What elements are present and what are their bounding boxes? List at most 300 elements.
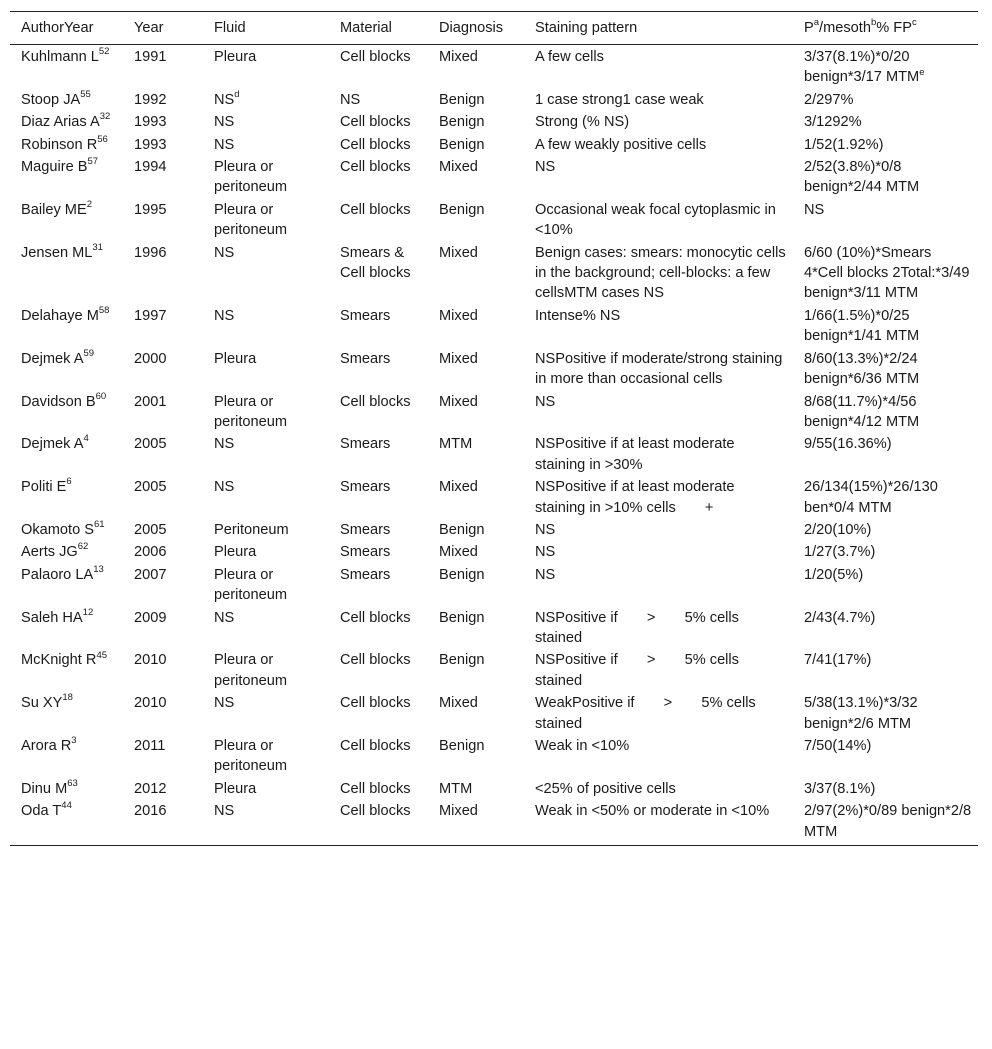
material-value: Smears [340,521,391,538]
cell-staining-pattern [524,155,793,198]
reference-number: 31 [92,241,103,253]
cell-diagnosis [428,304,524,347]
staining-value: Weak in <50% or moderate in <10% [535,803,770,820]
author-name: Su XY [21,695,63,712]
material-value: Smears [340,350,391,367]
cell-fluid [203,110,329,132]
cell-diagnosis [428,691,524,734]
staining-value: NS [535,544,556,561]
fluid-value: Pleura or peritoneum [214,738,288,775]
cell-author [10,241,123,304]
fluid-value: NS [214,695,235,712]
cell-diagnosis [428,518,524,540]
staining-value: WeakPositive if > 5% cells stained [535,695,756,732]
author-name: McKnight R [21,652,97,669]
cell-result [793,390,978,433]
reference-number: 12 [82,606,94,618]
author-name: Palaoro LA [21,566,94,583]
author-name: Kuhlmann L [21,49,99,65]
year-value: 2012 [134,780,167,797]
cell-year [123,88,203,110]
cell-diagnosis [428,734,524,777]
cell-fluid [203,347,329,390]
header-positive-mesoth-fp: $P^a/mesoth^b\%$ $FP^c$ [793,12,978,45]
table-row [10,432,978,475]
cell-year [123,691,203,734]
cell-result [793,799,978,845]
cell-material [329,347,428,390]
cell-author [10,45,123,88]
cell-material [329,648,428,691]
table-row [10,606,978,649]
result-value: 7/50(14%) [804,738,872,754]
staining-value: A few cells [535,49,604,65]
material-value: Cell blocks [340,803,411,820]
cell-material [329,799,428,845]
result-value: 3/37(8.1%) [804,780,876,797]
cell-material [329,432,428,475]
cell-material [329,777,428,799]
cell-staining-pattern [524,110,793,132]
cell-staining-pattern [524,304,793,347]
table-header [10,12,978,45]
author-name: Davidson B [21,393,96,410]
header-diagnosis: Diagnosis [428,12,524,45]
cell-fluid [203,734,329,777]
cell-author [10,799,123,845]
author-name: Diaz Arias A [21,114,100,131]
author-name: Dinu M [21,780,68,797]
table-row [10,45,978,88]
cell-fluid [203,390,329,433]
table-row [10,198,978,241]
cell-result [793,88,978,110]
cell-diagnosis [428,88,524,110]
fluid-value: Pleura [214,49,257,65]
cell-staining-pattern [524,198,793,241]
cell-diagnosis [428,347,524,390]
fluid-value: NS [214,436,235,453]
diagnosis-value: Mixed [439,244,478,261]
cell-result [793,198,978,241]
fluid-value: NS [214,136,235,153]
footnote-marker: e [919,66,925,78]
reference-number: 45 [96,649,108,661]
staining-value: Occasional weak focal cytoplasmic in <10% [535,201,776,239]
footnote-marker: d [234,88,240,100]
reference-number: 55 [80,88,91,100]
year-value: 2009 [134,609,167,626]
cell-year [123,347,203,390]
cell-fluid [203,241,329,304]
cell-author [10,198,123,241]
author-name: Saleh HA [21,609,83,626]
cell-material [329,691,428,734]
material-value: Cell blocks [340,136,411,153]
cell-fluid [203,475,329,518]
year-value: 2010 [134,652,167,669]
cell-fluid [203,799,329,845]
fluid-value: Pleura or peritoneum [214,566,288,604]
author-name: Dejmek A [21,436,84,453]
diagnosis-value: Benign [439,609,485,626]
cell-staining-pattern [524,241,793,304]
cell-diagnosis [428,606,524,649]
material-value: Cell blocks [340,159,411,176]
year-value: 1994 [134,159,167,176]
year-value: 1993 [134,136,167,153]
table-row [10,648,978,691]
material-value: Cell blocks [340,609,411,626]
cell-year [123,563,203,606]
reference-number: 4 [83,433,89,445]
cell-staining-pattern [524,88,793,110]
cell-material [329,475,428,518]
material-value: Cell blocks [340,652,411,669]
diagnosis-value: Mixed [439,803,478,820]
cell-year [123,133,203,155]
author-name: Jensen ML [21,244,93,261]
cell-staining-pattern [524,45,793,88]
table-row [10,475,978,518]
cell-staining-pattern [524,475,793,518]
cell-staining-pattern [524,432,793,475]
result-value: 1/20(5%) [804,566,864,583]
cell-author [10,734,123,777]
cell-material [329,518,428,540]
cell-year [123,540,203,562]
cell-year [123,777,203,799]
author-name: Oda T [21,803,62,820]
material-value: Smears [340,436,391,453]
cell-material [329,304,428,347]
diagnosis-value: Mixed [439,393,478,410]
table-row [10,518,978,540]
staining-value: NSPositive if moderate/strong staining in more than occasional cells [535,350,783,388]
cell-result [793,347,978,390]
fluid-value: NS [214,803,235,820]
result-value: 1/27(3.7%) [804,544,876,561]
cell-diagnosis [428,432,524,475]
studies-table [10,11,978,846]
year-value: 2007 [134,566,167,583]
result-value: 3/1292% [804,114,862,131]
header-row [10,12,978,45]
staining-value: NSPositive if at least moderate staining in >10% cells + [535,479,735,516]
diagnosis-value: Benign [439,566,485,583]
year-value: 1996 [134,244,167,261]
cell-author [10,777,123,799]
header-year: Year [123,12,203,45]
cell-material [329,198,428,241]
cell-diagnosis [428,390,524,433]
diagnosis-value: Mixed [439,159,478,176]
table-body [10,45,978,846]
result-value: 3/37(8.1%)*0/20 benign*3/17 MTM [804,49,920,86]
diagnosis-value: Benign [439,521,485,538]
fluid-value: NS [214,479,235,496]
material-value: Smears & Cell blocks [340,244,411,282]
cell-year [123,241,203,304]
reference-number: 44 [61,800,72,812]
table-row [10,347,978,390]
reference-number: 57 [87,156,99,168]
table-row [10,88,978,110]
cell-fluid [203,648,329,691]
cell-fluid [203,88,329,110]
fluid-value: NS [214,307,235,324]
cell-author [10,691,123,734]
staining-value: A few weakly positive cells [535,136,707,153]
cell-author [10,540,123,562]
fluid-value: Pleura [214,544,257,561]
result-value: 6/60 (10%)*Smears 4*Cell blocks 2Total:*3/49 benign*3/11 MTM [804,244,970,302]
cell-author [10,563,123,606]
cell-year [123,110,203,132]
fluid-value: Pleura or peritoneum [214,393,288,430]
cell-fluid [203,133,329,155]
cell-fluid [203,155,329,198]
table-row [10,777,978,799]
reference-number: 2 [86,198,92,210]
staining-value: Benign cases: smears: monocytic cells in the background; cell-blocks: a few cellsMTM cases NS [535,244,786,302]
material-value: Cell blocks [340,201,411,218]
year-value: 1991 [134,49,167,65]
cell-material [329,155,428,198]
staining-value: NSPositive if > 5% cells stained [535,652,739,689]
cell-result [793,540,978,562]
year-value: 2005 [134,479,167,496]
diagnosis-value: Benign [439,136,485,153]
cell-staining-pattern [524,390,793,433]
cell-year [123,648,203,691]
table-row [10,563,978,606]
diagnosis-value: Mixed [439,307,478,324]
diagnosis-value: Benign [439,91,485,108]
year-value: 2010 [134,695,167,712]
year-value: 1997 [134,307,167,324]
author-name: Bailey ME [21,201,87,218]
cell-material [329,540,428,562]
staining-value: NS [535,566,556,583]
cell-diagnosis [428,777,524,799]
fluid-value: Pleura or peritoneum [214,652,288,689]
result-value: 9/55(16.36%) [804,436,892,453]
fluid-value: Peritoneum [214,521,289,538]
cell-staining-pattern [524,563,793,606]
cell-material [329,563,428,606]
author-name: Arora R [21,738,72,754]
reference-number: 13 [93,563,104,575]
cell-year [123,155,203,198]
table-row [10,691,978,734]
cell-diagnosis [428,45,524,88]
result-value: 7/41(17%) [804,652,872,669]
cell-material [329,734,428,777]
cell-year [123,198,203,241]
fluid-value: NS [214,114,235,131]
material-value: Cell blocks [340,738,411,754]
cell-year [123,45,203,88]
table-row [10,155,978,198]
cell-result [793,777,978,799]
cell-staining-pattern [524,799,793,845]
material-value: NS [340,91,361,108]
cell-author [10,475,123,518]
cell-diagnosis [428,475,524,518]
result-value: 2/43(4.7%) [804,609,876,626]
material-value: Cell blocks [340,695,411,712]
cell-diagnosis [428,648,524,691]
year-value: 1992 [134,91,167,108]
staining-value: Strong (% NS) [535,114,630,131]
cell-material [329,110,428,132]
cell-author [10,133,123,155]
header-author-year: AuthorYear [10,12,123,45]
cell-staining-pattern [524,540,793,562]
reference-number: 62 [77,541,89,553]
material-value: Cell blocks [340,114,411,131]
staining-value: 1 case strong1 case weak [535,91,704,108]
fluid-value: NS [214,244,235,261]
cell-author [10,155,123,198]
diagnosis-value: Benign [439,114,485,131]
cell-author [10,304,123,347]
cell-year [123,734,203,777]
cell-result [793,304,978,347]
year-value: 2006 [134,544,167,561]
staining-value: NS [535,393,556,410]
author-name: Stoop JA [21,91,81,108]
cell-year [123,432,203,475]
material-value: Cell blocks [340,393,411,410]
material-value: Smears [340,544,391,561]
cell-author [10,432,123,475]
cell-result [793,518,978,540]
material-value: Smears [340,566,391,583]
year-value: 1993 [134,114,167,131]
cell-diagnosis [428,155,524,198]
cell-result [793,475,978,518]
diagnosis-value: Mixed [439,350,478,367]
diagnosis-value: Mixed [439,49,478,65]
cell-material [329,241,428,304]
fluid-value: NS [214,91,235,108]
result-value: 2/52(3.8%)*0/8 benign*2/44 MTM [804,159,920,196]
cell-fluid [203,691,329,734]
reference-number: 3 [71,735,77,747]
year-value: 2016 [134,803,167,820]
staining-value: Intense% NS [535,307,621,324]
diagnosis-value: Benign [439,652,485,669]
staining-value: <25% of positive cells [535,780,676,797]
author-name: Maguire B [21,159,88,176]
author-name: Okamoto S [21,521,94,538]
result-value: 8/68(11.7%)*4/56 benign*4/12 MTM [804,393,920,430]
staining-value: NS [535,159,556,176]
cell-result [793,45,978,88]
reference-number: 59 [83,347,95,359]
reference-number: 52 [98,46,110,58]
fluid-value: NS [214,609,235,626]
cell-year [123,606,203,649]
table-row [10,390,978,433]
result-value: 26/134(15%)*26/130 ben*0/4 MTM [804,479,938,516]
cell-diagnosis [428,133,524,155]
year-value: 2011 [134,738,166,754]
cell-author [10,648,123,691]
table-row [10,304,978,347]
diagnosis-value: Mixed [439,695,478,712]
cell-fluid [203,518,329,540]
cell-diagnosis [428,563,524,606]
cell-fluid [203,540,329,562]
result-value: 2/20(10%) [804,521,872,538]
cell-diagnosis [428,198,524,241]
reference-number: 61 [94,519,105,531]
cell-result [793,110,978,132]
author-name: Delahaye M [21,307,99,324]
cell-diagnosis [428,241,524,304]
cell-result [793,133,978,155]
author-name: Robinson R [21,136,98,153]
cell-year [123,304,203,347]
cell-fluid [203,563,329,606]
cell-staining-pattern [524,606,793,649]
reference-number: 32 [99,111,111,123]
staining-value: NS [535,521,556,538]
cell-fluid [203,432,329,475]
year-value: 2000 [134,350,167,367]
cell-year [123,390,203,433]
author-name: Politi E [21,479,67,496]
cell-fluid [203,45,329,88]
cell-fluid [203,198,329,241]
header-material: Material [329,12,428,45]
author-name: Aerts JG [21,544,78,561]
reference-number: 56 [97,133,108,145]
cell-author [10,110,123,132]
cell-staining-pattern [524,133,793,155]
table-container [10,11,978,846]
cell-staining-pattern [524,648,793,691]
cell-result [793,734,978,777]
result-value: 1/52(1.92%) [804,136,884,153]
diagnosis-value: Benign [439,738,485,754]
fluid-value: Pleura [214,350,257,367]
cell-year [123,799,203,845]
cell-material [329,133,428,155]
cell-material [329,606,428,649]
table-row [10,241,978,304]
cell-result [793,432,978,475]
year-value: 2001 [134,393,167,410]
fluid-value: Pleura or peritoneum [214,201,288,239]
staining-value: NSPositive if at least moderate staining in >30% [535,436,735,473]
cell-result [793,155,978,198]
diagnosis-value: Benign [439,201,485,218]
result-value: 8/60(13.3%)*2/24 benign*6/36 MTM [804,350,920,388]
staining-value: NSPositive if > 5% cells stained [535,609,739,646]
table-row [10,540,978,562]
material-value: Cell blocks [340,780,411,797]
material-value: Smears [340,479,391,496]
table-row [10,133,978,155]
cell-fluid [203,304,329,347]
cell-result [793,691,978,734]
cell-staining-pattern [524,777,793,799]
cell-fluid [203,606,329,649]
